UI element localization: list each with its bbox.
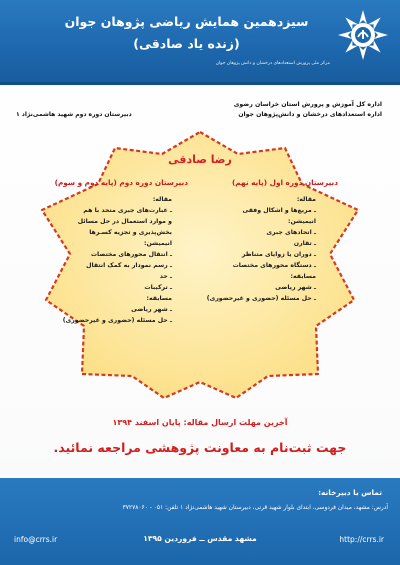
org-line-1: اداره کل آموزش و پرورش استان خراسان رضوی (233, 101, 382, 108)
organization-block (212, 100, 382, 120)
host-school: دبیرستان دوره دوم شهید هاشمی‌نژاد ۱ (16, 111, 132, 118)
list-item: مسابقه: (146, 295, 172, 302)
author-name: رضا صادقی (168, 153, 232, 166)
list-item: ـ رسم نمودار به کمک انتقال (86, 262, 172, 269)
header-band (0, 0, 400, 82)
list-item: مسابقه: (290, 273, 316, 280)
website-link[interactable]: http://crrs.ir (339, 535, 384, 544)
list-item: ـ شهر ریاضی (131, 306, 172, 313)
logo-caption: مرکز ملی پرورش استعدادهای درخشان و دانش پژوهان جوان (215, 61, 330, 66)
list-item: و موارد استعمال در حل مسائل (77, 218, 172, 225)
list-item: ـ ترکیبات (144, 284, 172, 291)
org-line-2: اداره استعدادهای درخشان و دانش‌پژوهان جوان (238, 111, 382, 118)
deadline-notice: آخرین مهلت ارسال مقاله: پایان اسفند ۱۳۹۴ (112, 418, 288, 427)
list-item: مقاله: (152, 196, 172, 203)
contact-address: آدرس: مشهد، میدان فردوسی، ابتدای بلوار شهید قرنی، دبیرستان شهید هاشمی‌نژاد ۱ تلفن: ۰۵۱ - ۳۷۲۷۸۰۶۰ (122, 505, 388, 511)
list-item: ـ تقارن (293, 240, 316, 247)
list-item: انیمیشن: (144, 240, 172, 247)
list-item: ـ حل مسئله (حضوری و غیرحضوری) (62, 317, 172, 324)
column-left-list (32, 194, 172, 326)
list-item: ـ عبارت‌های جبری متحد با هم (83, 207, 172, 214)
list-item: انیمیشن: (288, 218, 316, 225)
contact-title: تماس با دبیرخانه: (318, 488, 382, 497)
column-left-title: دبیرستان دوره دوم (پایه دوم و سوم) (54, 178, 188, 187)
list-item: بخش‌پذیری و تجزیه کسـرها (89, 229, 172, 236)
place-date: مشهد مقدس ــ فروردین ۱۳۹۵ (143, 534, 257, 543)
event-title: سیزدهمین همایش ریاضی پژوهان جوان (64, 14, 309, 29)
list-item: ـ انتقال محورهای مختصات (90, 251, 172, 258)
list-item: ـ مربع‌ها و اشکال وفقی (242, 207, 316, 214)
registration-notice: جهت ثبت‌نام به معاونت پژوهشی مراجعه نمائید. (53, 440, 347, 455)
list-item: مقاله: (296, 196, 316, 203)
event-subtitle: (زنده یاد صادقی) (133, 36, 240, 51)
column-right-title: دبیرستان دوره اول (پایه نهم) (231, 178, 338, 187)
list-item: ـ حل مسئله (حضوری و غیرحضوری) (206, 295, 316, 302)
list-item: ـ دوران یا زوایای متناظر (241, 251, 316, 258)
email-link[interactable]: info@crrs.ir (14, 535, 58, 544)
footer-band (0, 478, 400, 565)
column-right-list (176, 194, 316, 304)
list-item: ـ حد (159, 273, 172, 280)
star-emblem-icon (336, 8, 390, 62)
list-item: ـ دستگاه محورهای مختصات (232, 262, 316, 269)
list-item: ـ شهر ریاضی (275, 284, 316, 291)
header-divider (0, 82, 400, 85)
list-item: ـ اتحادهای جبری (266, 229, 316, 236)
